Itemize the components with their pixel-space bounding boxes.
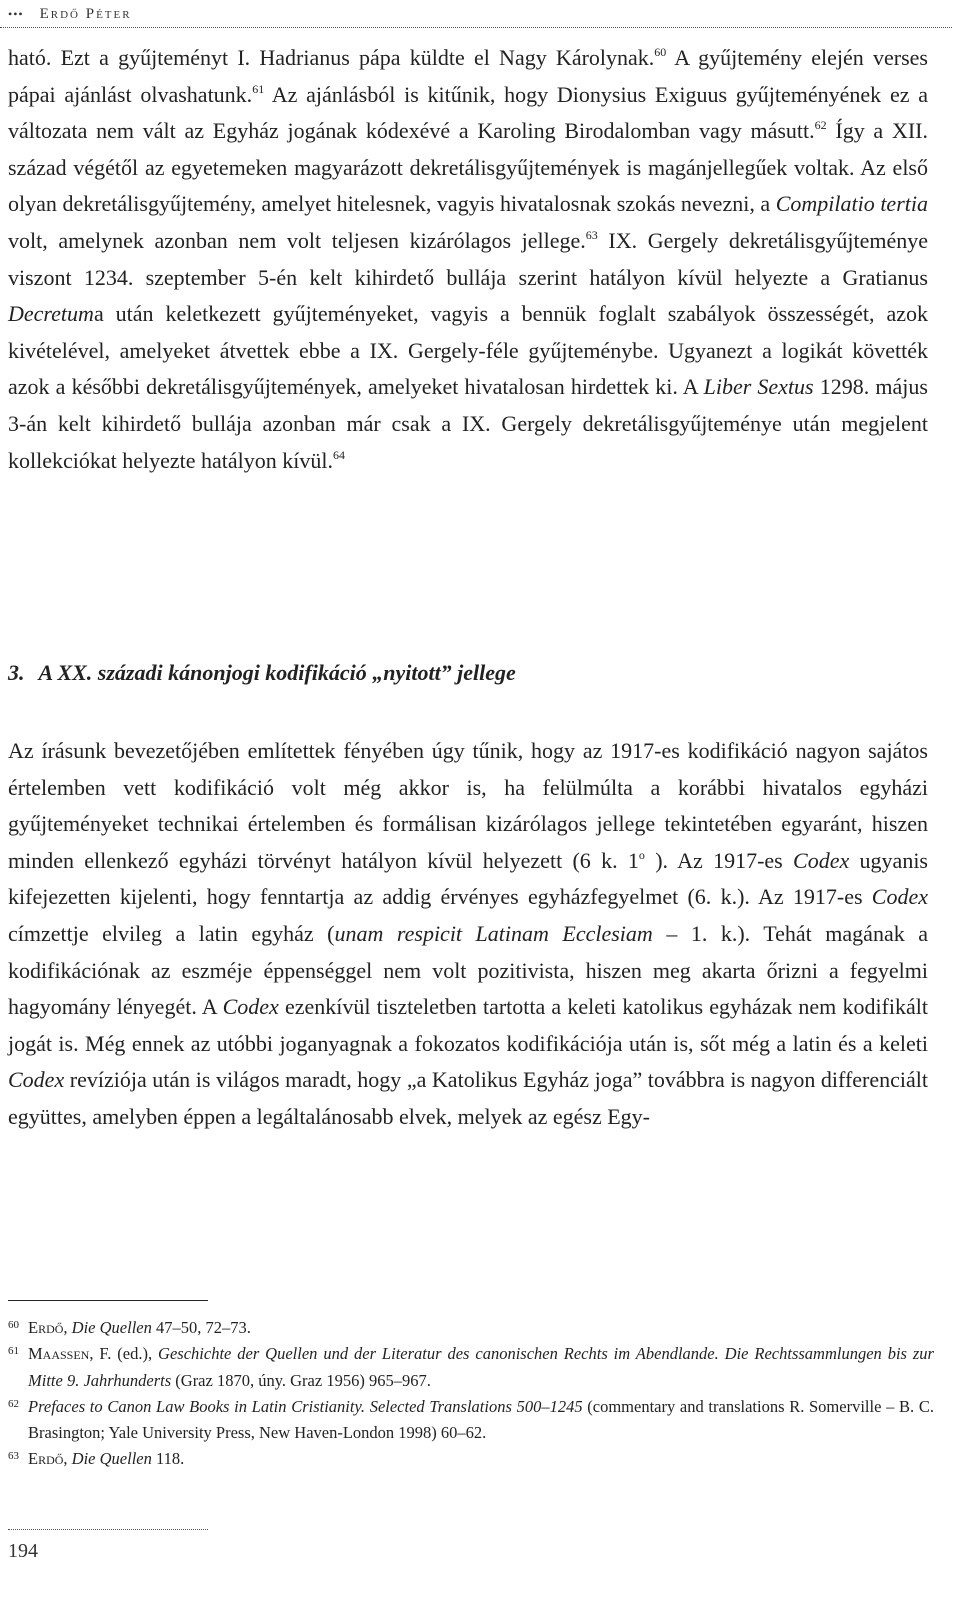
header-divider: [0, 27, 952, 28]
text-run: 1298. május 3-án kelt kihirdető bullája azonban már csak a IX. Gergely dekretálisgyűjteménye után megjelent kollekciókat helyezte hatályon kívül.: [8, 374, 928, 473]
italic-title: Decretum: [8, 301, 94, 327]
footnote-author: Maassen: [28, 1344, 90, 1364]
footnote-number: 63: [8, 1450, 19, 1463]
italic-phrase: unam respicit Latinam Ecclesiam: [334, 920, 653, 946]
italic-title: Compilatio tertia: [775, 191, 928, 217]
footnote-author: Erdő: [28, 1318, 64, 1337]
italic-title: Codex: [793, 847, 850, 873]
section-title: A XX. századi kánonjogi kodifikáció „nyitott” jellege: [38, 660, 516, 685]
footnote-ref-60: 60: [654, 45, 667, 59]
text-run: címzettje elvileg a latin egyház (: [8, 920, 335, 946]
italic-title: Codex: [8, 1067, 65, 1093]
footnote-text: [28, 1315, 934, 1341]
text-run: a után keletkezett gyűjteményeket, vagyis a bennük foglalt szabályok összességét, azok kivételével, amelyeket átvettek ebbe a IX. Gergely-féle gyűjteménybe. Ugyanezt a logikát követték azok a későbbi dekretálisgyűjtemények, amelyeket hivatalosan hirdettek ki. A: [8, 301, 928, 400]
text-run: revíziója után is világos maradt, hogy „a Katolikus Egyház joga” továbbra is nagyon differenciált együttes, amelyben éppen a legáltalánosabb elvek, melyek az egész Egy-: [8, 1067, 928, 1129]
footnote-run: ,: [63, 1318, 72, 1337]
footnote-text: [28, 1446, 934, 1472]
running-header: [8, 2, 132, 26]
footnote-60: [8, 1315, 934, 1341]
body-text-bottom: [8, 733, 928, 1136]
text-run: IX. Gergely dekretálisgyűjteménye viszont 1234. szeptember 5-én kelt kihirdető bullája szerint hatályon kívül helyezte a Gratianus: [8, 227, 928, 290]
footnote-run: 47–50, 72–73.: [151, 1318, 251, 1337]
footnote-title: Die Quellen: [71, 1449, 152, 1469]
footnote-title: Geschichte der Quellen und der Literatur des canonischen Rechts im Abendlande. Die Rechtssammlungen bis zur Mitte 9. Jahrhunderts: [28, 1344, 934, 1390]
section-number: 3.: [8, 660, 25, 685]
footnote-ref-64: 64: [333, 447, 346, 462]
footnotes: [8, 1315, 934, 1473]
italic-title: Liber Sextus: [703, 374, 814, 400]
text-run: A gyűjtemény elején verses pápai ajánlást olvashatunk.: [8, 45, 928, 107]
footnote-run: ,: [63, 1449, 72, 1469]
footnote-title: Prefaces to Canon Law Books in Latin Cristianity. Selected Translations 500–1245: [28, 1396, 583, 1416]
footnote-run: (Graz 1870, úny. Graz 1956) 965–967.: [171, 1370, 431, 1390]
text-run: – 1. k.). Tehát magának a kodifikációnak az eszméje éppenséggel nem volt pozitivista, hiszen meg akarta őrizni a fegyelmi hagyomány lényegét. A: [8, 920, 928, 1020]
text-run: Így a XII. század végétől az egyetemeken magyarázott dekretálisgyűjtemények is magánjellegűek voltak. Az első olyan dekretálisgyűjtemény, amelyet hitelesnek, vagyis hivatalosnak szokás nevezni, a: [8, 118, 928, 217]
header-author: Erdő Péter: [39, 5, 132, 22]
text-run: ). Az 1917-es: [644, 847, 794, 873]
footnote-run: (commentary and translations R. Somerville – B. C. Brasington; Yale University Press, New Haven-London 1998) 60–62.: [28, 1396, 934, 1443]
section-heading: [8, 660, 516, 686]
footnote-ref-62: 62: [814, 118, 827, 133]
footnote-text: [28, 1394, 934, 1447]
italic-title: Codex: [222, 994, 279, 1020]
page-number: 194: [8, 1540, 38, 1562]
footnote-61: [8, 1341, 934, 1394]
paragraph-1: [8, 40, 928, 479]
text-run: Az ajánlásból is kitűnik, hogy Dionysius Exiguus gyűjteményének ez a változata nem vált az Egyház jogának kódexévé a Karoling Birodalomban vagy másutt.: [8, 81, 928, 144]
paragraph-2: [8, 733, 928, 1136]
footnote-run: 118.: [151, 1449, 185, 1469]
italic-title: Codex: [871, 884, 928, 910]
footnote-text: [28, 1341, 934, 1394]
body-text-top: [8, 40, 928, 479]
footnote-ref-61: 61: [252, 81, 265, 96]
footnote-author: Erdő: [28, 1449, 64, 1469]
text-run: ugyanis kifejezetten kijelenti, hogy fenntartja az addig érvényes egyházfegyelmet (6. k.). Az 1917-es: [8, 847, 928, 910]
footnote-divider: [8, 1300, 208, 1301]
page-number-divider: [8, 1529, 208, 1530]
text-run: Az írásunk bevezetőjében említettek fényében úgy tűnik, hogy az 1917-es kodifikáció nagyon sajátos értelemben vett kodifikáció volt még akkor is, ha felülmúlta a korábbi hivatalos egyházi gyűjteményeket technikai értelemben és formálisan kizárólagos jellege tekintetében egyaránt, hiszen minden ellenkező egyházi törvényt hatályon kívül helyezett (6 k. 1: [8, 738, 928, 873]
footnote-title: Die Quellen: [71, 1318, 152, 1337]
text-run: ezenkívül tiszteletben tartotta a keleti katolikus egyházak nem kodifikált jogát is. Még ennek az utóbbi joganyagnak a fokozatos kodifikációja után is, sőt még a latin és a keleti: [8, 994, 928, 1056]
superscript-o: o: [638, 847, 645, 862]
footnote-63: [8, 1446, 934, 1472]
text-run: volt, amelynek azonban nem volt teljesen kizárólagos jellege.: [8, 227, 586, 253]
text-run: ható. Ezt a gyűjteményt I. Hadrianus pápa küldte el Nagy Károlynak.: [8, 45, 655, 70]
header-dots: •••: [8, 6, 24, 21]
footnote-62: [8, 1394, 934, 1447]
footnote-number: 62: [8, 1397, 19, 1410]
footnote-number: 60: [8, 1319, 19, 1331]
footnote-ref-63: 63: [585, 227, 598, 242]
footnote-run: , F. (ed.),: [89, 1344, 159, 1364]
footnote-number: 61: [8, 1345, 19, 1358]
